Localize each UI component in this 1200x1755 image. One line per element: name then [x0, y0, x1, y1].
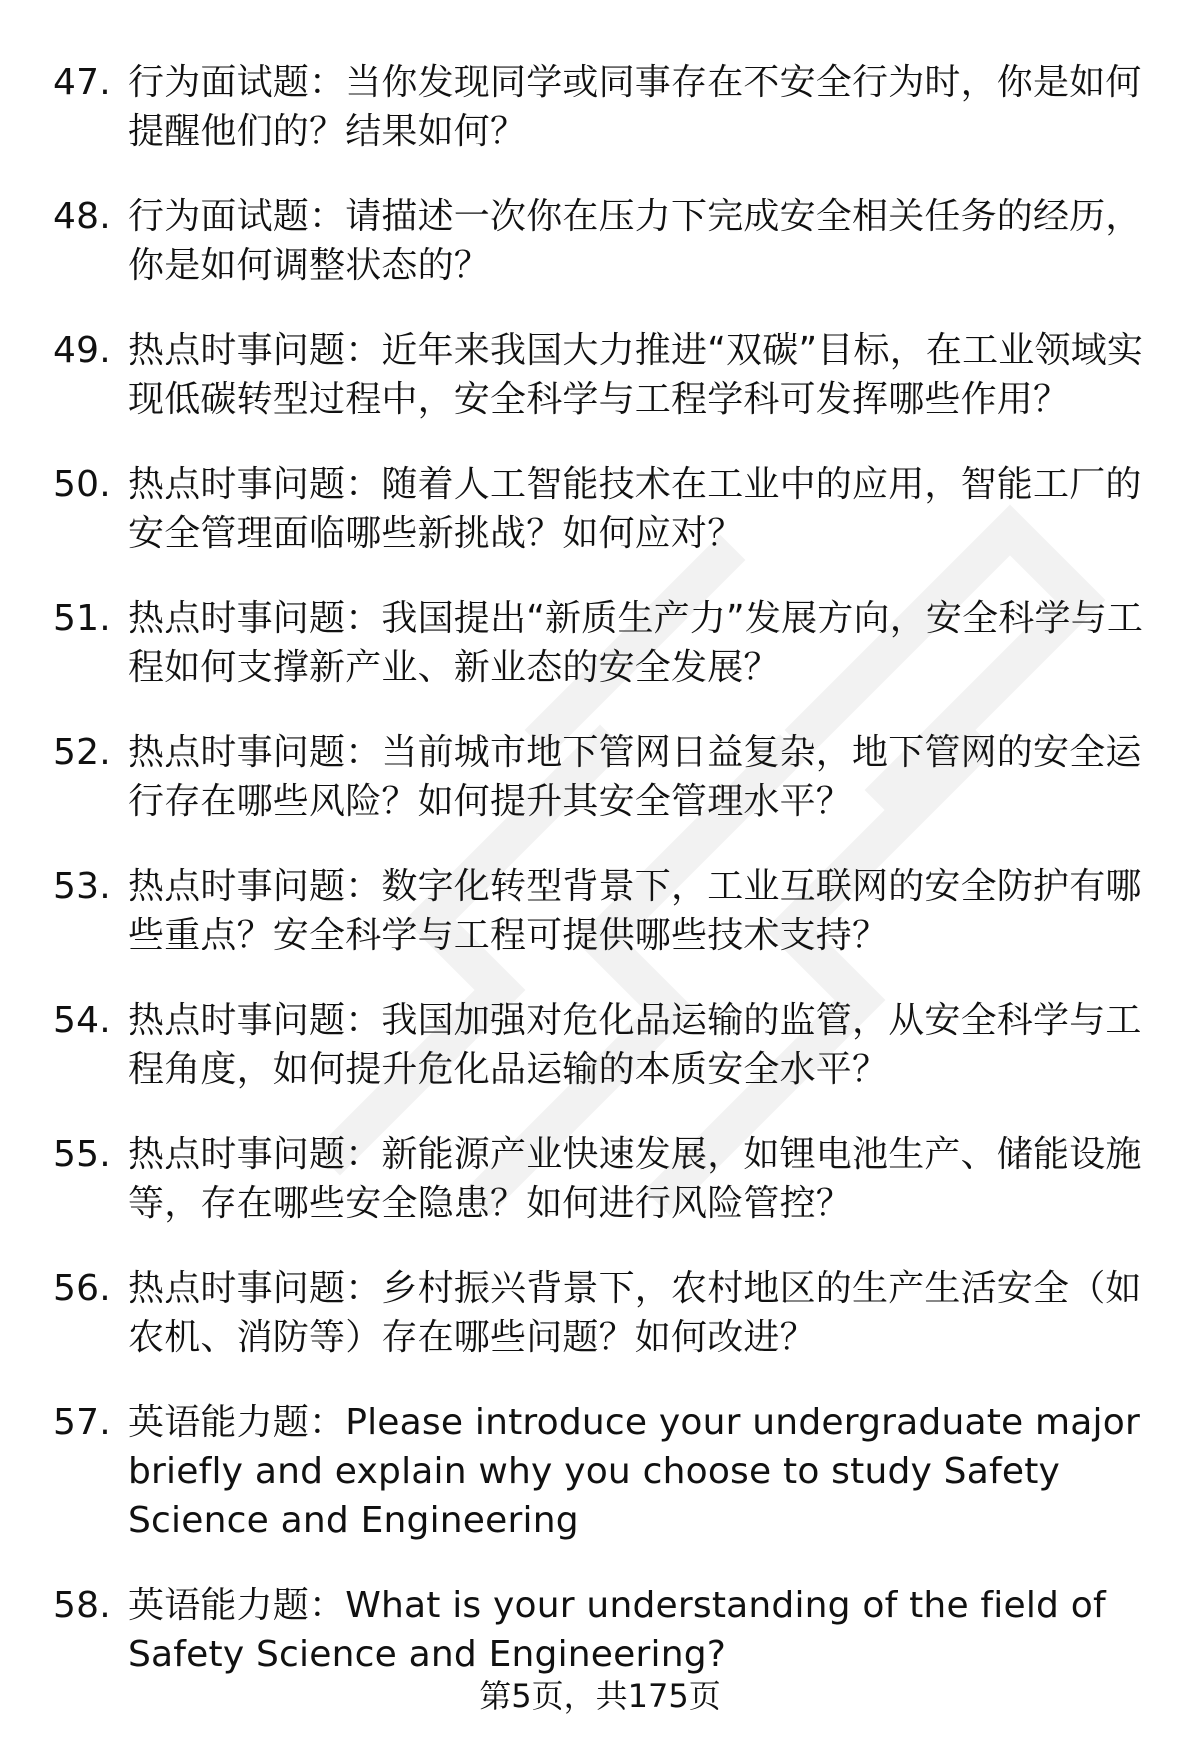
question-number: 52. [53, 732, 111, 773]
question-item-57 [0, 1398, 1200, 1545]
question-text: 英语能力题：What is your understanding of the field of Safety Science and Engineering? [128, 1585, 1106, 1675]
question-number: 55. [53, 1134, 111, 1175]
question-number: 58. [53, 1585, 111, 1626]
question-text: 热点时事问题：随着人工智能技术在工业中的应用，智能工厂的安全管理面临哪些新挑战？如何应对？ [128, 464, 1142, 554]
question-item-50 [0, 460, 1200, 558]
question-number: 48. [53, 196, 111, 237]
question-item-58 [0, 1581, 1200, 1679]
question-item-55 [0, 1130, 1200, 1228]
question-number: 47. [53, 62, 111, 103]
question-number: 53. [53, 866, 111, 907]
question-text: 英语能力题：Please introduce your undergraduate major briefly and explain why you choose to study Safety Science and Engineering [128, 1402, 1140, 1541]
question-text: 行为面试题：请描述一次你在压力下完成安全相关任务的经历，你是如何调整状态的？ [128, 196, 1142, 286]
question-item-48 [0, 192, 1200, 290]
question-number: 49. [53, 330, 111, 371]
question-text: 热点时事问题：我国加强对危化品运输的监管，从安全科学与工程角度，如何提升危化品运输的本质安全水平？ [128, 1000, 1142, 1090]
page-footer: 第5页，共175页 [479, 1677, 721, 1715]
question-item-51 [0, 594, 1200, 692]
question-text: 热点时事问题：当前城市地下管网日益复杂，地下管网的安全运行存在哪些风险？如何提升其安全管理水平？ [128, 732, 1142, 822]
question-item-53 [0, 862, 1200, 960]
question-item-47 [0, 58, 1200, 156]
question-number: 54. [53, 1000, 111, 1041]
question-text: 热点时事问题：近年来我国大力推进“双碳”目标，在工业领域实现低碳转型过程中，安全科学与工程学科可发挥哪些作用？ [128, 330, 1144, 420]
question-number: 56. [53, 1268, 111, 1309]
question-text: 热点时事问题：我国提出“新质生产力”发展方向，安全科学与工程如何支撑新产业、新业态的安全发展？ [128, 598, 1144, 688]
question-item-49 [0, 326, 1200, 424]
question-text: 热点时事问题：乡村振兴背景下，农村地区的生产生活安全（如农机、消防等）存在哪些问题？如何改进？ [128, 1268, 1142, 1358]
question-text: 热点时事问题：新能源产业快速发展，如锂电池生产、储能设施等，存在哪些安全隐患？如何进行风险管控？ [128, 1134, 1142, 1224]
question-item-52 [0, 728, 1200, 826]
question-item-56 [0, 1264, 1200, 1362]
question-number: 57. [53, 1402, 111, 1443]
question-text: 热点时事问题：数字化转型背景下，工业互联网的安全防护有哪些重点？安全科学与工程可提供哪些技术支持？ [128, 866, 1142, 956]
question-item-54 [0, 996, 1200, 1094]
question-number: 50. [53, 464, 111, 505]
question-number: 51. [53, 598, 111, 639]
question-text: 行为面试题：当你发现同学或同事存在不安全行为时，你是如何提醒他们的？结果如何？ [128, 62, 1142, 152]
question-list [0, 58, 1200, 1715]
